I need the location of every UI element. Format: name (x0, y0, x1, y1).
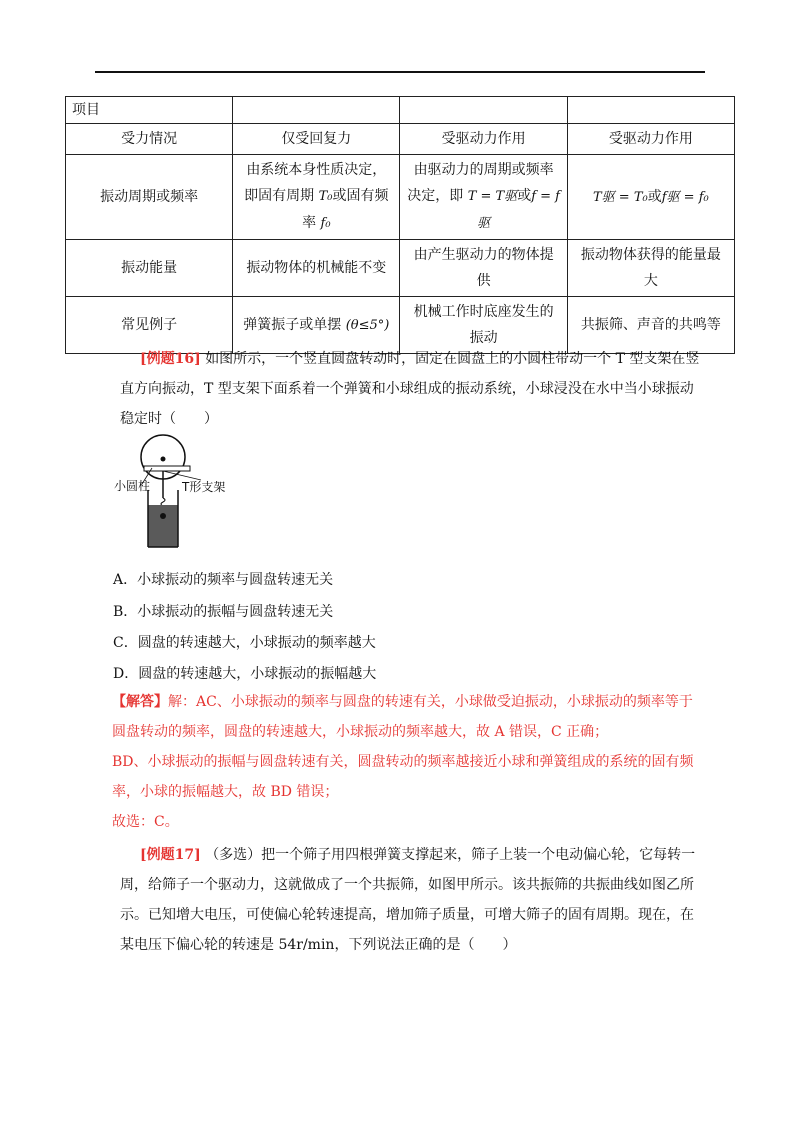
table-cell: 受驱动力作用 (400, 124, 567, 155)
cell-line: 供 (476, 273, 491, 289)
table-cell (567, 240, 734, 297)
answer-line: 故选：C。 (112, 814, 179, 830)
question-16-stem (120, 344, 720, 434)
math-formula: f驱 = f₀ (661, 189, 709, 205)
header-rule (95, 71, 705, 73)
cell-line: 由产生驱动力的物体提 (413, 247, 554, 263)
text-run: 率 (302, 215, 321, 231)
math-symbol: f₀ (320, 216, 331, 231)
answer-line: 率，小球的振幅越大，故 BD 错误； (112, 784, 339, 800)
table-cell: 常见例子 (66, 297, 233, 354)
table-cell: 振动物体的机械能不变 (233, 240, 400, 297)
table-cell (233, 155, 400, 240)
question-line (140, 344, 720, 374)
table-cell (400, 97, 567, 124)
table-cell: 振动周期或频率 (66, 155, 233, 240)
table-cell (400, 155, 567, 240)
cell-line: 大 (643, 273, 658, 289)
table-cell: 仅受回复力 (233, 124, 400, 155)
table-cell: 振动能量 (66, 240, 233, 297)
answer-line: 圆盘转动的频率，圆盘的转速越大，小球振动的频率越大，故 A 错误，C 正确； (112, 724, 609, 740)
question-line: 稳定时（ ） (120, 411, 218, 427)
option-c: C．圆盘的转速越大，小球振动的频率越大 (113, 635, 376, 651)
cell-line: 机械工作时底座发生的 (413, 304, 554, 320)
table-cell (233, 97, 400, 124)
cell-line (239, 210, 393, 237)
figure-disk-apparatus (106, 430, 246, 558)
cell-line: 由驱动力的周期或频率 (413, 162, 554, 178)
question-line: 周，给筛子一个驱动力，这就做成了一个共振筛，如图甲所示。该共振筛的共振曲线如图乙所 (120, 877, 694, 893)
table-cell (567, 97, 734, 124)
question-tag: [例题17] (140, 847, 201, 863)
question-tag: [例题16] (140, 351, 201, 367)
table-row (66, 240, 735, 297)
option-d: D．圆盘的转速越大，小球振动的振幅越大 (113, 666, 377, 682)
cell-line (239, 183, 393, 210)
text-run: 如图所示，一个竖直圆盘转动时，固定在圆盘上的小圆柱带动一个 T 型支架在竖 (205, 351, 700, 367)
answer-line (112, 687, 722, 717)
cell-line: 振动 (469, 330, 498, 346)
math-formula: T驱 = T₀ (593, 189, 648, 205)
text-run: （多选）把一个筛子用四根弹簧支撑起来，筛子上装一个电动偏心轮，它每转一 (205, 847, 696, 863)
cell-line (406, 183, 560, 237)
table-cell (400, 240, 567, 297)
math-formula: T = T驱 (467, 189, 518, 204)
text-run: 决定，即 (407, 188, 468, 204)
answer-line: BD、小球振动的振幅与圆盘转速有关，圆盘转动的频率越接近小球和弹簧组成的系统的固有频 (112, 754, 694, 770)
cell-line: 振动物体获得的能量最 (580, 247, 721, 263)
question-line (140, 840, 720, 870)
cell-line: 由系统本身性质决定， (246, 162, 387, 178)
table-cell: 项目 (66, 97, 233, 124)
text-run: 弹簧振子或单摆 (243, 316, 346, 333)
option-b: B．小球振动的振幅与圆盘转速无关 (113, 604, 334, 620)
table-cell: 受驱动力作用 (567, 124, 734, 155)
table-cell: 共振筛、声音的共鸣等 (567, 297, 734, 354)
text-run: 或 (647, 188, 662, 205)
math-condition: (θ≤5°) (345, 317, 390, 333)
comparison-table (65, 96, 735, 354)
question-line: 某电压下偏心轮的转速是 54r/min，下列说法正确的是（ ） (120, 937, 517, 953)
table-cell (567, 155, 734, 240)
table-cell: 受力情况 (66, 124, 233, 155)
text-run: 或 (517, 188, 532, 204)
table-row (66, 124, 735, 155)
math-symbol: T₀ (318, 189, 333, 204)
text-run: 或固有频 (332, 188, 389, 204)
text-run: 解：AC、小球振动的频率与圆盘的转速有关，小球做受迫振动，小球振动的频率等于 (168, 694, 693, 710)
text-run: 即固有周期 (244, 188, 319, 204)
question-line: 直方向振动，T 型支架下面系着一个弹簧和小球组成的振动系统，小球浸没在水中当小球振动 (120, 381, 694, 397)
option-a: A．小球振动的频率与圆盘转速无关 (113, 572, 334, 588)
math-formula: f = f驱 (477, 189, 560, 231)
question-17-stem (120, 840, 720, 960)
label-small-cylinder: 小圆柱 (114, 479, 151, 493)
question-line: 示。已知增大电压，可使偏心轮转速提高，增加筛子质量，可增大筛子的固有周期。现在，在 (120, 907, 694, 923)
table-header-row (66, 97, 735, 124)
table-row (66, 155, 735, 240)
answer-16 (112, 687, 722, 837)
answer-tag: 【解答】 (112, 694, 168, 710)
label-t-frame: T形支架 (182, 480, 226, 494)
